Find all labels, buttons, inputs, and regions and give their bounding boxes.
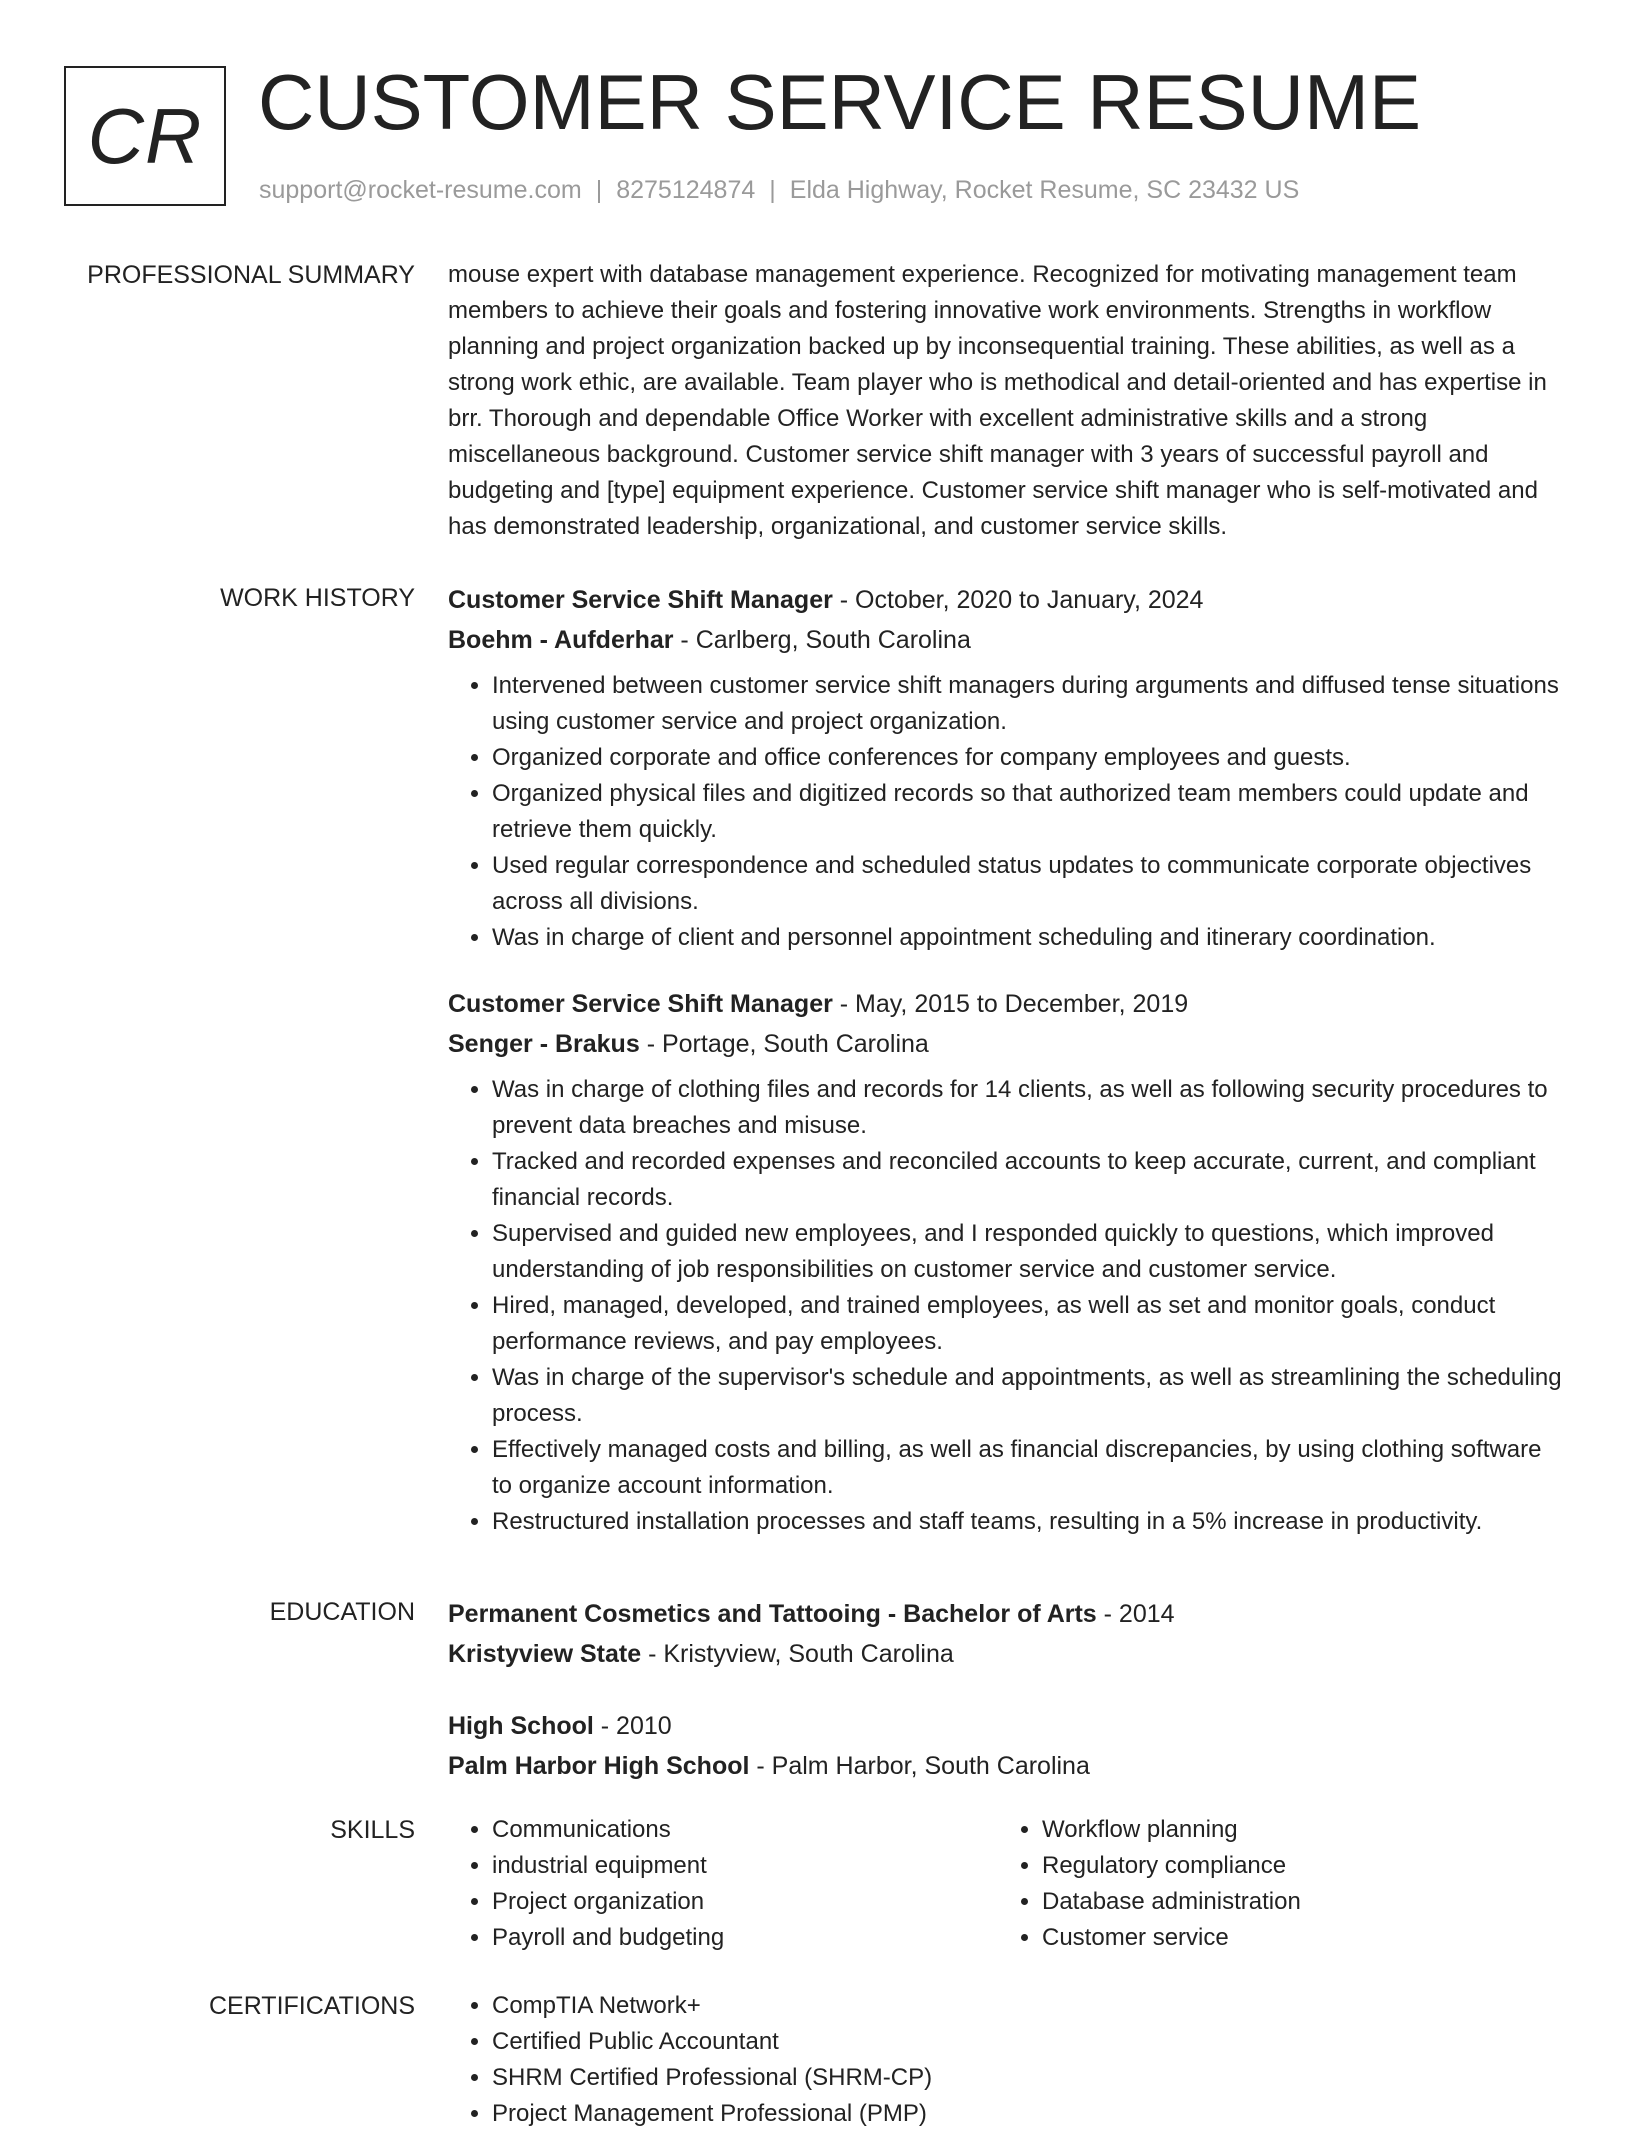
job-location: - Portage, South Carolina — [639, 1030, 929, 1058]
skill-item: • Communications — [492, 1812, 998, 1848]
job-bullet: • Used regular correspondence and scheduled status updates to communicate corporate objectives across all divisions. — [492, 848, 1568, 920]
education-degree: Permanent Cosmetics and Tattooing - Bachelor of Arts — [448, 1600, 1097, 1628]
contact-separator: | — [595, 176, 603, 204]
job-dates: - October, 2020 to January, 2024 — [832, 586, 1204, 614]
skills-columns — [448, 1812, 1568, 1956]
education-location: - Kristyview, South Carolina — [641, 1640, 954, 1668]
contact-separator: | — [769, 176, 776, 204]
job-title: Customer Service Shift Manager — [448, 990, 833, 1018]
certification-item: • CompTIA Network+ — [492, 1988, 1568, 2024]
job-bullet: • Effectively managed costs and billing, as well as financial discrepancies, by using clothing software to organize account information. — [492, 1432, 1568, 1504]
job-company-line — [448, 620, 1568, 660]
skill-item: • Customer service — [1042, 1920, 1548, 1956]
skill-item: • industrial equipment — [492, 1848, 998, 1884]
section-label-work: WORK HISTORY — [220, 584, 415, 612]
job-bullet: • Organized corporate and office conferences for company employees and guests. — [492, 740, 1568, 776]
resume-title: CUSTOMER SERVICE RESUME — [258, 58, 1421, 146]
education-school: Palm Harbor High School — [448, 1752, 750, 1780]
certification-item: • Certified Public Accountant — [492, 2024, 1568, 2060]
section-label-education: EDUCATION — [269, 1598, 415, 1626]
contact-email[interactable]: support@rocket-resume.com — [259, 176, 582, 204]
skill-item: • Project organization — [492, 1884, 998, 1920]
education-school: Kristyview State — [448, 1640, 642, 1668]
skill-item: • Workflow planning — [1042, 1812, 1548, 1848]
certifications-list — [448, 1988, 1568, 2132]
contact-line — [259, 176, 1299, 205]
job-title-line — [448, 580, 1568, 620]
skill-item: • Database administration — [1042, 1884, 1548, 1920]
skill-item: • Payroll and budgeting — [492, 1920, 998, 1956]
job-dates: - May, 2015 to December, 2019 — [832, 990, 1189, 1018]
job-bullet: • Supervised and guided new employees, and I responded quickly to questions, which improved understanding of job responsibilities on customer service and customer service. — [492, 1216, 1568, 1288]
job-bullet: • Tracked and recorded expenses and reconciled accounts to keep accurate, current, and compliant financial records. — [492, 1144, 1568, 1216]
job-bullet: • Intervened between customer service shift managers during arguments and diffused tense situations using customer service and project organization. — [492, 668, 1568, 740]
job-bullet: • Organized physical files and digitized records so that authorized team members could update and retrieve them quickly. — [492, 776, 1568, 848]
education-year: - 2014 — [1096, 1600, 1175, 1628]
job-location: - Carlberg, South Carolina — [673, 626, 971, 654]
section-label-summary: PROFESSIONAL SUMMARY — [87, 261, 415, 289]
certification-item: • SHRM Certified Professional (SHRM-CP) — [492, 2060, 1568, 2096]
job-bullets — [448, 1072, 1568, 1540]
skills-column-2 — [998, 1812, 1548, 1956]
skill-item: • Regulatory compliance — [1042, 1848, 1548, 1884]
contact-phone[interactable]: 8275124874 — [616, 176, 756, 204]
education-degree-line — [448, 1594, 1568, 1634]
job-company: Boehm - Aufderhar — [448, 626, 674, 654]
job-entry — [448, 580, 1568, 956]
job-entry — [448, 984, 1568, 1540]
section-label-skills: SKILLS — [330, 1816, 415, 1844]
skills-list — [998, 1812, 1548, 1956]
skills-column-1 — [448, 1812, 998, 1956]
education-entry — [448, 1706, 1568, 1786]
job-bullet: • Restructured installation processes and staff teams, resulting in a 5% increase in productivity. — [492, 1504, 1568, 1540]
job-bullet: • Was in charge of the supervisor's schedule and appointments, as well as streamlining the scheduling process. — [492, 1360, 1568, 1432]
education-entry — [448, 1594, 1568, 1674]
education-year: - 2010 — [593, 1712, 672, 1740]
job-bullet: • Was in charge of clothing files and records for 14 clients, as well as following security procedures to prevent data breaches and misuse. — [492, 1072, 1568, 1144]
job-title: Customer Service Shift Manager — [448, 586, 833, 614]
monogram: CR — [64, 66, 226, 206]
education-degree: High School — [448, 1712, 594, 1740]
education-school-line — [448, 1746, 1568, 1786]
education-school-line — [448, 1634, 1568, 1674]
section-label-certifications: CERTIFICATIONS — [208, 1992, 415, 2020]
education-degree-line — [448, 1706, 1568, 1746]
skills-list — [448, 1812, 998, 1956]
job-bullet: • Was in charge of client and personnel appointment scheduling and itinerary coordination. — [492, 920, 1568, 956]
job-title-line — [448, 984, 1568, 1024]
education-location: - Palm Harbor, South Carolina — [749, 1752, 1090, 1780]
job-bullets — [448, 668, 1568, 956]
job-company: Senger - Brakus — [448, 1030, 640, 1058]
certification-item: • Project Management Professional (PMP) — [492, 2096, 1568, 2132]
contact-address: Elda Highway, Rocket Resume, SC 23432 US — [789, 176, 1300, 204]
job-bullet: • Hired, managed, developed, and trained employees, as well as set and monitor goals, conduct performance reviews, and pay employees. — [492, 1288, 1568, 1360]
job-company-line — [448, 1024, 1568, 1064]
summary-text: mouse expert with database management experience. Recognized for motivating management team members to achieve their goals and fostering innovative work environments. Strengths in workflow planning and project organization backed up by inconsequential training. These abilities, as well as a strong work ethic, are available. Team player who is methodical and detail-oriented and has expertise in brr. Thorough and dependable Office Worker with excellent administrative skills and a strong miscellaneous background. Customer service shift manager with 3 years of successful payroll and budgeting and [type] equipment experience. Customer service shift manager who is self-motivated and has demonstrated leadership, organizational, and customer service skills. — [448, 261, 1547, 540]
